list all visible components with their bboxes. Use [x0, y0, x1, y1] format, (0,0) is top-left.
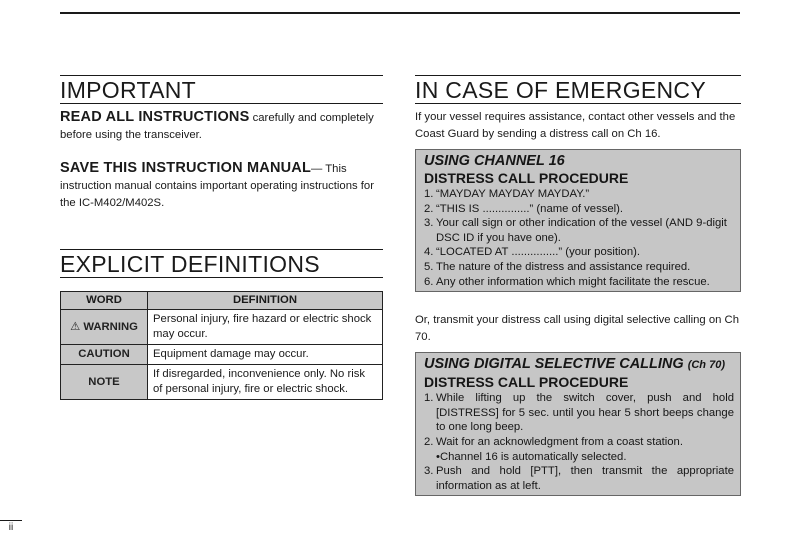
channel16-title: USING CHANNEL 16: [424, 153, 565, 169]
list-item: [424, 275, 734, 290]
list-item: [424, 435, 734, 450]
dsc-intro: Or, transmit your distress call using digital selective calling on Ch 70.: [415, 314, 739, 344]
left-column: [60, 75, 383, 400]
step-text: “LOCATED AT ...............” (your position).: [436, 246, 641, 259]
step-number: 1.: [424, 188, 434, 200]
channel16-procedure-box: [415, 149, 741, 292]
list-item: [424, 187, 734, 202]
dsc-procedure-box: [415, 352, 741, 496]
definition-warning: Personal injury, fire hazard or electric shock may occur.: [148, 310, 383, 345]
col-header-word: WORD: [61, 292, 148, 310]
step-number: 3.: [424, 217, 434, 230]
list-item: [424, 450, 734, 465]
step-number: 3.: [424, 465, 434, 478]
definitions-heading: EXPLICIT DEFINITIONS: [60, 249, 383, 278]
step-text: “MAYDAY MAYDAY MAYDAY.”: [436, 188, 590, 200]
page-number: ii: [0, 520, 22, 533]
word-warning: ⚠ WARNING: [61, 310, 148, 345]
step-sub-note: •Channel 16 is automatically selected.: [436, 450, 627, 463]
channel16-subtitle: DISTRESS CALL PROCEDURE: [424, 170, 629, 186]
step-text: While lifting up the switch cover, push and hold [DISTRESS] for 5 sec. until you hear 5 short beeps change to one long beep.: [436, 392, 734, 434]
word-note: NOTE: [61, 365, 148, 400]
dsc-subtitle: DISTRESS CALL PROCEDURE: [424, 374, 629, 391]
list-item: [424, 245, 734, 260]
dsc-title-suffix: (Ch 70): [687, 359, 725, 372]
col-header-definition: DEFINITION: [148, 292, 383, 310]
dsc-title: [424, 355, 734, 374]
word-caution: CAUTION: [61, 345, 148, 365]
read-instructions-lead: READ ALL INSTRUCTIONS: [60, 109, 250, 125]
step-number: 6.: [424, 275, 434, 288]
list-item: [424, 391, 734, 435]
step-text: The nature of the distress and assistance required.: [436, 260, 691, 273]
table-row: [61, 365, 383, 400]
right-column: [415, 75, 741, 496]
top-rule: [60, 12, 740, 14]
step-number: 2.: [424, 202, 434, 215]
step-text: Any other information which might facilitate the rescue.: [436, 275, 710, 288]
emergency-heading: IN CASE OF EMERGENCY: [415, 75, 741, 104]
table-header-row: [61, 292, 383, 310]
table-row: [61, 310, 383, 345]
step-text: Push and hold [PTT], then transmit the appropriate information as at left.: [436, 465, 734, 492]
step-text: Your call sign or other indication of the vessel (AND 9-digit DSC ID if you have one).: [436, 217, 727, 244]
step-number: 1.: [424, 392, 434, 405]
read-instructions-text: carefully and completely before using the transceiver.: [60, 112, 374, 141]
step-number: 5.: [424, 260, 434, 273]
table-row: [61, 345, 383, 365]
read-instructions-paragraph: [60, 109, 383, 144]
step-number: 2.: [424, 435, 434, 448]
list-item: [424, 464, 734, 493]
list-item: [424, 260, 734, 275]
important-heading: IMPORTANT: [60, 75, 383, 104]
step-text: Wait for an acknowledgment from a coast station.: [436, 435, 683, 448]
step-text: “THIS IS ...............” (name of vessel).: [436, 202, 624, 215]
save-manual-paragraph: [60, 160, 383, 212]
list-item: [424, 202, 734, 217]
definitions-table: [60, 291, 383, 400]
channel16-steps: [424, 187, 734, 289]
definition-caution: Equipment damage may occur.: [148, 345, 383, 365]
dsc-title-text: USING DIGITAL SELECTIVE CALLING: [424, 356, 684, 373]
definition-note: If disregarded, inconvenience only. No risk of personal injury, fire or electric shock.: [148, 365, 383, 400]
emergency-intro: If your vessel requires assistance, contact other vessels and the Coast Guard by sending a distress call on Ch 16.: [415, 111, 736, 140]
step-number: 4.: [424, 246, 434, 259]
save-manual-lead: SAVE THIS INSTRUCTION MANUAL: [60, 160, 312, 176]
list-item: [424, 216, 734, 245]
dsc-steps: [424, 391, 734, 493]
save-manual-text: — This instruction manual contains important operating instructions for the IC-M402/M402S.: [60, 163, 374, 209]
